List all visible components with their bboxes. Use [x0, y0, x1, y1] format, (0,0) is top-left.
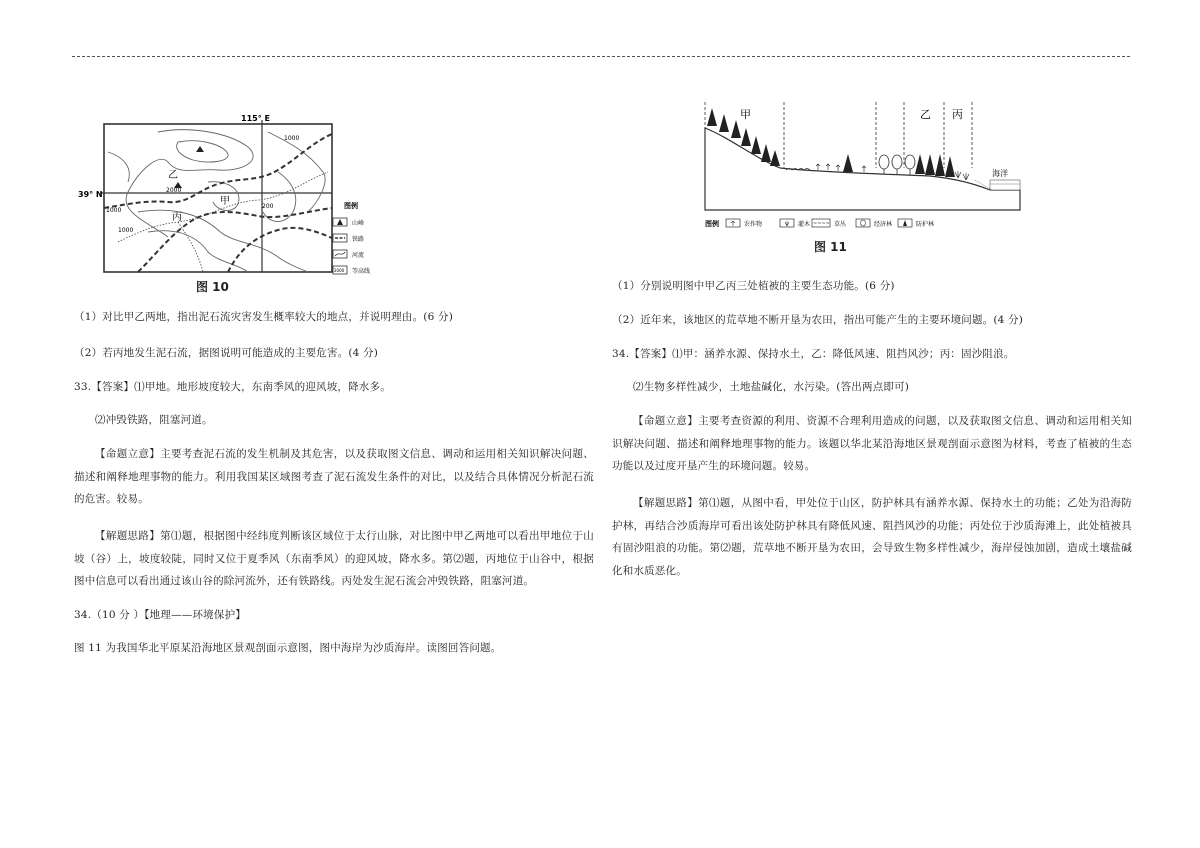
thinking-33: 【解题思路】第⑴题，根据图中经纬度判断该区域位于太行山脉，对比图中甲乙两地可以看出甲地位于山坡（谷）上，坡度较陡，同时又位于夏季风（东南季风）的迎风坡，降水多。第⑵题，丙地位于山谷中，根据图中信息可以看出通过该山谷的除河流外，还有铁路线。丙处发生泥石流会冲毁铁路，阻塞河道。 [74, 530, 594, 587]
question-34-1: （1）分别说明图中甲乙丙三处植被的主要生态功能。(6 分) [612, 280, 895, 292]
contour-value: 2000 [166, 187, 182, 194]
thinking-34: 【解题思路】第⑴题，从图中看，甲处位于山区，防护林具有涵养水源、保持水土的功能；乙处为沿海防护林，再结合沙质海岸可看出该处防护林具有降低风速、阻挡风沙的功能；丙处位于沙质海滩上，此处植被具有固沙阻浪的功能。第⑵题，荒草地不断开垦为农田，会导致生物多样性减少，海岸侵蚀加剧，造成土壤盐碱化和水质恶化。 [612, 497, 1132, 577]
svg-text:河流: 河流 [352, 252, 365, 259]
svg-text:山峰: 山峰 [352, 220, 365, 227]
contour-value: 1000 [118, 227, 134, 234]
map-legend [333, 201, 370, 275]
svg-text:图例: 图例 [344, 202, 358, 210]
grass-icon: ~~~~ [813, 221, 830, 227]
map-label-jia: 甲 [220, 196, 230, 207]
answer-33-line2: ⑵冲毁铁路，阻塞河道。 [95, 414, 213, 426]
shrub-icon [785, 221, 789, 226]
contour-value: 200 [262, 203, 274, 210]
intent-34: 【命题立意】主要考查资源的利用、资源不合理利用造成的问题，以及获取图文信息、调动和运用相关知识解决问题、描述和阐释地理事物的能力。该题以华北某沿海地区景观剖面示意图为材料，考查了植被的生态功能以及过度开垦产生的环境问题。较易。 [612, 415, 1132, 472]
svg-text:灌木: 灌木 [798, 221, 811, 228]
map-label-yi: 乙 [168, 170, 178, 181]
svg-text:农作物: 农作物 [744, 221, 763, 228]
answer-34-line1: 34.【答案】⑴甲：涵养水源、保持水土，乙：降低风速、阻挡风沙；丙：固沙阻浪。 [612, 348, 1015, 360]
svg-text:等高线: 等高线 [352, 268, 371, 275]
profile-label-sea: 海洋 [992, 169, 1008, 178]
svg-text:草丛: 草丛 [834, 221, 847, 228]
contour-value: 1000 [284, 135, 300, 142]
profile-label-jia: 甲 [740, 108, 751, 121]
svg-text:经济林: 经济林 [874, 221, 893, 228]
economic-forest [879, 155, 915, 175]
intent-33: 【命题立意】主要考查泥石流的发生机制及其危害，以及获取图文信息、调动和运用相关知识解决问题、描述和阐释地理事物的能力。利用我国某区域图考查了泥石流发生条件的对比，以及结合具体情况分析泥石流的危害。较易。 [74, 448, 594, 505]
economic-tree-icon [861, 220, 866, 226]
question-34-2: （2）近年来，该地区的荒草地不断开垦为农田，指出可能产生的主要环境问题。(4 分) [612, 314, 1024, 326]
profile-label-bing: 丙 [952, 108, 963, 121]
answer-34-line2: ⑵生物多样性减少，土地盐碱化，水污染。(答出两点即可) [633, 381, 910, 393]
crop-icon [731, 221, 735, 226]
protective-forest-yi [915, 154, 955, 177]
svg-text:防护林: 防护林 [916, 221, 935, 228]
svg-text:图例: 图例 [705, 220, 719, 228]
contour-icon: 2000 [334, 268, 345, 273]
mountain-peak-icon [337, 219, 343, 225]
longitude-label: 115° E [241, 114, 270, 123]
question-33-2: （2）若丙地发生泥石流，据图说明可能造成的主要危害。(4 分) [74, 347, 379, 359]
figure-10-caption: 图 10 [196, 280, 229, 294]
figure-11-caption: 图 11 [814, 240, 847, 254]
question-34-heading: 34.（10 分 ）【地理——环境保护】 [74, 609, 246, 621]
answer-33-line1: 33.【答案】⑴甲地。地形坡度较大，东南季风的迎风坡，降水多。 [74, 381, 391, 393]
protective-tree-icon [903, 220, 907, 226]
question-33-1: （1）对比甲乙两地，指出泥石流灾害发生概率较大的地点，并说明理由。(6 分) [74, 311, 453, 323]
latitude-label: 39° N [78, 190, 103, 199]
question-34-intro: 图 11 为我国华北平原某沿海地区景观剖面示意图，图中海岸为沙质海岸。读图回答问题。 [74, 642, 502, 654]
map-label-bing: 丙 [172, 212, 182, 223]
river-icon [335, 252, 345, 256]
header-rule [72, 56, 1130, 57]
svg-text:铁路: 铁路 [352, 236, 365, 243]
figure-10-map [78, 112, 398, 292]
figure-11-profile [700, 98, 1030, 238]
tree-icon [843, 154, 853, 172]
contour-value: 1000 [106, 207, 122, 214]
profile-legend [705, 219, 934, 228]
shrubs-bing [955, 171, 969, 180]
profile-label-yi: 乙 [920, 108, 931, 121]
